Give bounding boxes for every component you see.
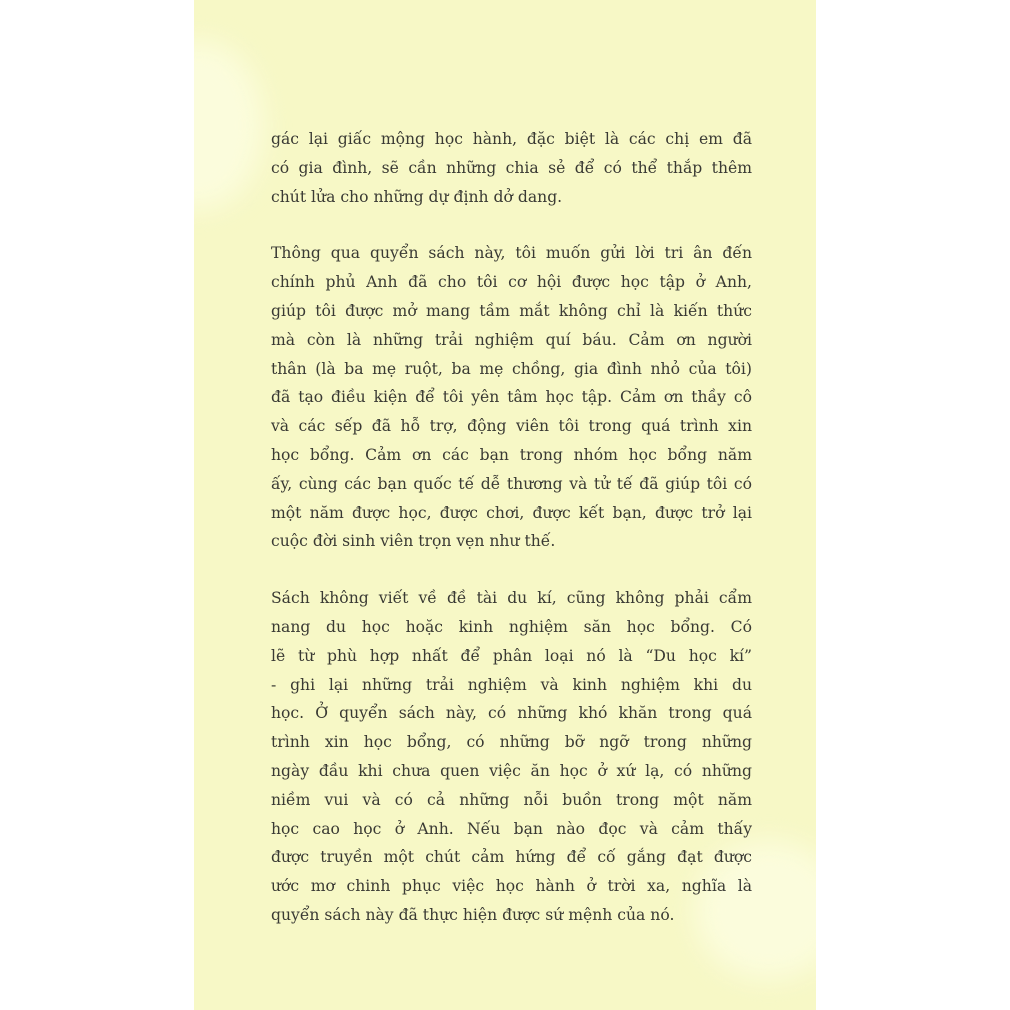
text-line: Sách không viết về đề tài du kí, cũng không phải cẩm [271, 589, 752, 608]
text-line: học bổng. Cảm ơn các bạn trong nhóm học bổng năm [271, 445, 752, 464]
text-line: ước mơ chinh phục việc học hành ở trời xa, nghĩa là [271, 877, 752, 896]
text-line: thân (là ba mẹ ruột, ba mẹ chồng, gia đình nhỏ của tôi) [271, 359, 752, 378]
body-text [271, 125, 752, 930]
page-highlight [194, 40, 264, 210]
text-line: gác lại giấc mộng học hành, đặc biệt là các chị em đã [271, 130, 752, 148]
text-line: được truyền một chút cảm hứng để cố gắng đạt được [271, 848, 752, 867]
book-page [194, 0, 816, 1010]
text-line: có gia đình, sẽ cần những chia sẻ để có thể thắp thêm [271, 158, 752, 177]
text-line: học cao học ở Anh. Nếu bạn nào đọc và cảm thấy [271, 819, 752, 838]
text-line: - ghi lại những trải nghiệm và kinh nghiệm khi du [271, 675, 752, 694]
paragraph-2 [271, 239, 752, 556]
text-line: học. Ở quyển sách này, có những khó khăn trong quá [271, 704, 752, 723]
text-line: ngày đầu khi chưa quen việc ăn học ở xứ lạ, có những [271, 761, 752, 780]
text-line: chút lửa cho những dự định dở dang. [271, 187, 563, 206]
text-line: và các sếp đã hỗ trợ, động viên tôi trong quá trình xin [271, 417, 752, 436]
text-line: quyển sách này đã thực hiện được sứ mệnh của nó. [271, 905, 675, 924]
text-line: cuộc đời sinh viên trọn vẹn như thế. [271, 532, 556, 551]
text-line: giúp tôi được mở mang tầm mắt không chỉ là kiến thức [271, 301, 752, 320]
text-line: ấy, cùng các bạn quốc tế dễ thương và tử tế đã giúp tôi có [271, 474, 752, 493]
text-line: đã tạo điều kiện để tôi yên tâm học tập. Cảm ơn thầy cô [271, 388, 752, 407]
paragraph-1 [271, 125, 752, 211]
text-line: lẽ từ phù hợp nhất để phân loại nó là “Du học kí” [271, 646, 752, 665]
text-line: mà còn là những trải nghiệm quí báu. Cảm ơn người [271, 330, 752, 349]
text-line: chính phủ Anh đã cho tôi cơ hội được học tập ở Anh, [271, 273, 752, 292]
text-line: niềm vui và có cả những nỗi buồn trong một năm [271, 790, 752, 809]
paragraph-3 [271, 584, 752, 930]
text-line: Thông qua quyển sách này, tôi muốn gửi lời tri ân đến [271, 244, 752, 263]
text-line: một năm được học, được chơi, được kết bạn, được trở lại [271, 503, 752, 522]
text-line: nang du học hoặc kinh nghiệm săn học bổng. Có [271, 617, 752, 636]
text-line: trình xin học bổng, có những bỡ ngỡ trong những [271, 733, 752, 752]
